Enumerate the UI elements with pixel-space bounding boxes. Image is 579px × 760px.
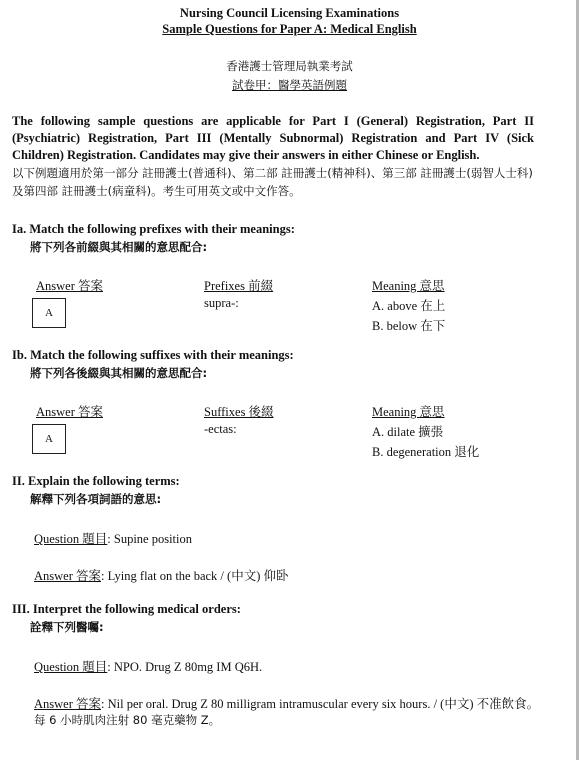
paper-title-zh: 試卷甲：醫學英語例題 [232,78,347,92]
ia-option-b: B. below 在下 [372,319,446,333]
ib-option-a: A. dilate 擴張 [372,425,444,439]
paper-title-en: Sample Questions for Paper A: Medical English [162,22,417,36]
section-ib-title-zh: 將下列各後綴與其相關的意思配合: [30,366,208,380]
iii-answer-line-2: 每 6 小時肌肉注射 80 毫克藥物 Z。 [34,713,221,727]
ib-meaning-header: Meaning 意思 [372,405,445,419]
ia-answer-header: Answer 答案 [36,279,104,293]
ia-prefix-header: Prefixes 前綴 [204,279,274,293]
ii-answer-text: : Lying flat on the back / (中文) 仰卧 [101,569,289,583]
section-ia-title-zh: 將下列各前綴與其相關的意思配合: [30,240,208,254]
section-ib-title: Ib. Match the following suffixes with their meanings: [12,348,294,362]
ii-answer-line [34,566,288,584]
ii-question-line [34,529,192,547]
intro-chinese: 以下例題適用於第一部分 註冊護士(普通科)、第二部 註冊護士(精神科)、第三部 註冊護士(弱智人士科)及第四部 註冊護士(病童科)。考生可用英文或中文作答。 [12,166,533,198]
section-ia-title: Ia. Match the following prefixes with their meanings: [12,222,295,236]
ia-meaning-header: Meaning 意思 [372,279,445,293]
iii-question-text: : NPO. Drug Z 80mg IM Q6H. [107,660,263,674]
ia-prefix-value: supra-: [204,296,239,310]
iii-answer-line [34,694,539,712]
iii-question-line [34,657,262,675]
ii-question-label: Question 題目 [34,532,108,546]
ia-option-a: A. above 在上 [372,299,446,313]
section-iii-title: III. Interpret the following medical orders: [12,602,241,616]
intro-english: The following sample questions are applicable for Part I (General) Registration, Part II (Psychiatric) Registration, Part III (Mentally Subnormal) Registration and Part IV (Sick Children) Registration. Candidates may give their answers in either Chinese or English. [12,114,534,162]
ia-answer-box[interactable]: A [32,298,66,328]
ib-suffix-value: -ectas: [204,422,237,436]
exam-title-zh: 香港護士管理局執業考試 [226,59,353,73]
ib-answer-header: Answer 答案 [36,405,104,419]
section-ii-title-zh: 解釋下列各項詞語的意思: [30,492,162,506]
iii-answer-label: Answer 答案 [34,697,102,711]
ib-suffix-header: Suffixes 後綴 [204,405,274,419]
ib-option-b: B. degeneration 退化 [372,445,480,459]
iii-answer-text: : Nil per oral. Drug Z 80 milligram intramuscular every six hours. / (中文) 不准飲食。 [101,697,540,711]
ii-question-text: : Supine position [107,532,192,546]
ib-answer-box[interactable]: A [32,424,66,454]
iii-question-label: Question 題目 [34,660,108,674]
exam-title-en: Nursing Council Licensing Examinations [179,6,400,20]
ii-answer-label: Answer 答案 [34,569,102,583]
section-ii-title: II. Explain the following terms: [12,474,180,488]
section-iii-title-zh: 詮釋下列醫囑: [30,620,104,634]
